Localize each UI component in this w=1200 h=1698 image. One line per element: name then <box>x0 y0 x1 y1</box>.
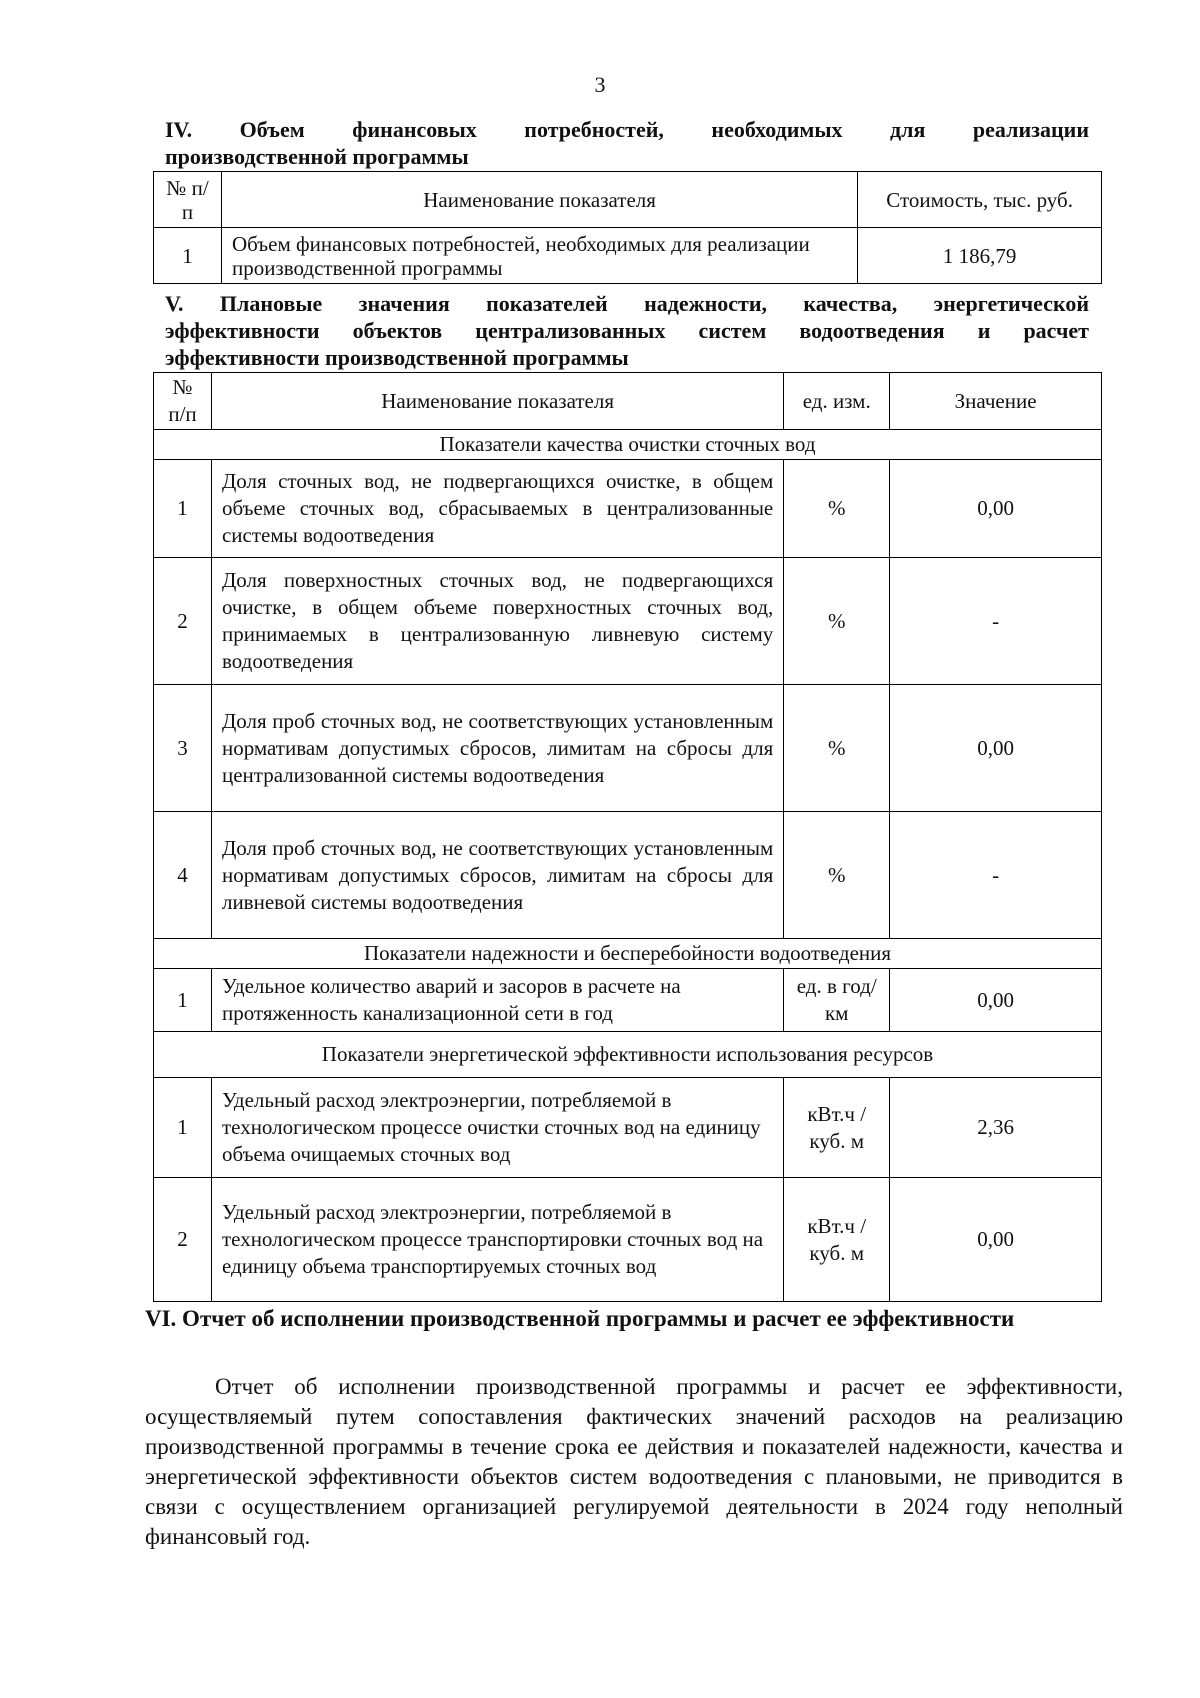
row-unit: % <box>784 685 890 812</box>
section-4-title-line1: IV. Объем финансовых потребностей, необходимых для реализации <box>165 117 1089 142</box>
table-row <box>154 558 1102 685</box>
group-title: Показатели качества очистки сточных вод <box>154 430 1102 460</box>
page-number: 3 <box>594 72 606 97</box>
header-unit: ед. изм. <box>784 373 890 430</box>
row-value: 1 186,79 <box>858 228 1102 284</box>
row-name: Удельный расход электроэнергии, потребляемой в технологическом процессе очистки сточных вод на единицу объема очищаемых сточных вод <box>211 1078 783 1178</box>
header-name: Наименование показателя <box>221 172 857 228</box>
table-header-row <box>154 373 1102 430</box>
group-title-row <box>154 1032 1102 1078</box>
table-row <box>154 969 1102 1032</box>
table-row <box>154 1078 1102 1178</box>
row-name: Объем финансовых потребностей, необходимых для реализации производственной программы <box>221 228 857 284</box>
row-num: 2 <box>154 1178 212 1302</box>
row-unit: кВт.ч / куб. м <box>784 1178 890 1302</box>
section-5-title-line3: эффективности производственной программы <box>165 345 629 370</box>
header-num: № п/п <box>154 172 222 228</box>
row-num: 1 <box>154 969 212 1032</box>
row-unit: % <box>784 460 890 558</box>
row-unit: ед. в год/ км <box>784 969 890 1032</box>
table-row <box>154 460 1102 558</box>
row-num: 1 <box>154 1078 212 1178</box>
row-num: 1 <box>154 460 212 558</box>
header-cost: Стоимость, тыс. руб. <box>858 172 1102 228</box>
section-4-title <box>165 116 1089 170</box>
row-name: Доля проб сточных вод, не соответствующих установленным нормативам допустимых сбросов, лимитам на сбросы для ливневой системы водоотведения <box>211 812 783 939</box>
table-row <box>154 228 1102 284</box>
section-4-title-line2: производственной программы <box>165 144 469 169</box>
section-6-title: VI. Отчет об исполнении производственной программы и расчет ее эффективности <box>145 1306 1015 1331</box>
row-unit: кВт.ч / куб. м <box>784 1078 890 1178</box>
row-name: Доля поверхностных сточных вод, не подвергающихся очистке, в общем объеме поверхностных сточных вод, принимаемых в централизованную ливневую систему водоотведения <box>211 558 783 685</box>
row-value: 0,00 <box>890 969 1102 1032</box>
row-num: 1 <box>154 228 222 284</box>
group-title-row <box>154 939 1102 969</box>
row-value: - <box>890 558 1102 685</box>
row-value: - <box>890 812 1102 939</box>
section-5-title <box>165 290 1089 371</box>
row-value: 2,36 <box>890 1078 1102 1178</box>
row-value: 0,00 <box>890 1178 1102 1302</box>
table-header-row <box>154 172 1102 228</box>
group-title: Показатели надежности и бесперебойности водоотведения <box>154 939 1102 969</box>
row-name: Удельное количество аварий и засоров в расчете на протяженность канализационной сети в год <box>211 969 783 1032</box>
financial-needs-table <box>153 171 1102 284</box>
row-name: Доля сточных вод, не подвергающихся очистке, в общем объеме сточных вод, сбрасываемых в централизованные системы водоотведения <box>211 460 783 558</box>
row-num: 3 <box>154 685 212 812</box>
indicators-table <box>153 372 1102 1302</box>
section-5-title-line2: эффективности объектов централизованных систем водоотведения и расчет <box>165 318 1089 343</box>
table-row <box>154 685 1102 812</box>
group-title: Показатели энергетической эффективности использования ресурсов <box>154 1032 1102 1078</box>
row-value: 0,00 <box>890 460 1102 558</box>
row-name: Удельный расход электроэнергии, потребляемой в технологическом процессе транспортировки сточных вод на единицу объема транспортируемых сточных вод <box>211 1178 783 1302</box>
row-unit: % <box>784 558 890 685</box>
table-row <box>154 812 1102 939</box>
row-value: 0,00 <box>890 685 1102 812</box>
header-num: № п/п <box>154 373 212 430</box>
row-num: 4 <box>154 812 212 939</box>
section-5-title-line1: V. Плановые значения показателей надежности, качества, энергетической <box>165 291 1089 316</box>
row-num: 2 <box>154 558 212 685</box>
group-title-row <box>154 430 1102 460</box>
row-unit: % <box>784 812 890 939</box>
header-name: Наименование показателя <box>211 373 783 430</box>
header-value: Значение <box>890 373 1102 430</box>
table-row <box>154 1178 1102 1302</box>
row-name: Доля проб сточных вод, не соответствующих установленным нормативам допустимых сбросов, лимитам на сбросы для централизованной системы водоотведения <box>211 685 783 812</box>
report-paragraph: Отчет об исполнении производственной программы и расчет ее эффективности, осуществляемый путем сопоставления фактических значений расходов на реализацию производственной программы в течение срока ее действия и показателей надежности, качества и энергетической эффективности объектов систем водоотведения с плановыми, не приводится в связи с осуществлением организацией регулируемой деятельности в 2024 году неполный финансовый год. <box>145 1374 1123 1549</box>
